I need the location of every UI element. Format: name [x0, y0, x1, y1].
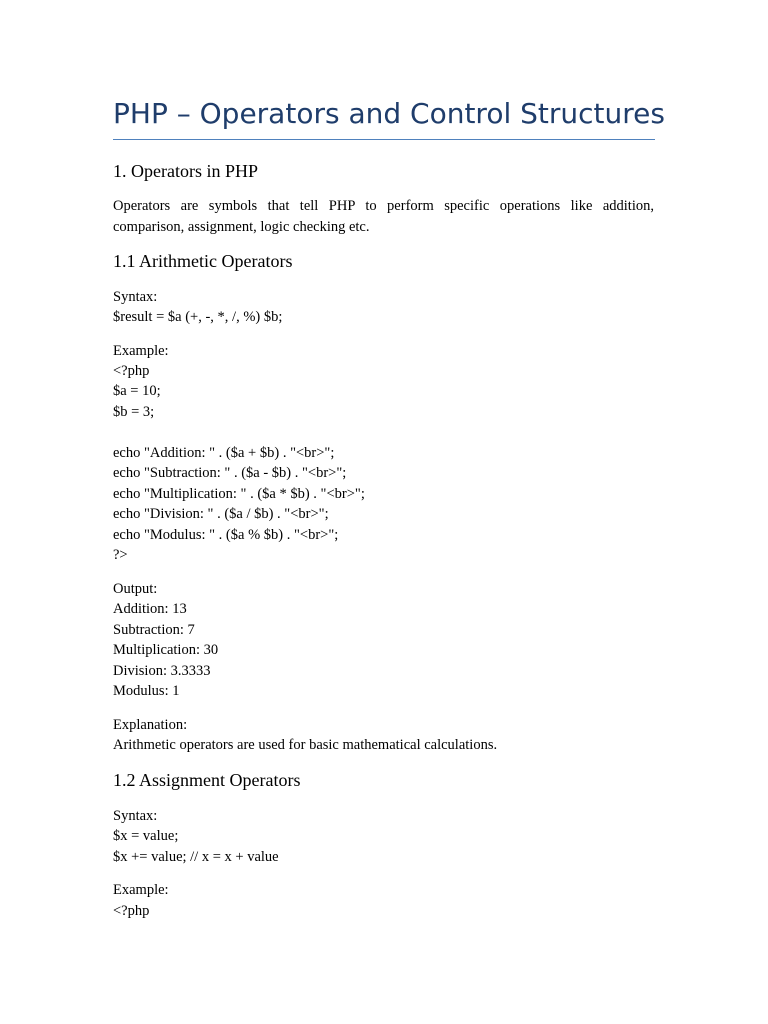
- assignment-example-label: Example:: [113, 882, 169, 898]
- output-line: Division: 3.3333: [113, 663, 211, 679]
- code-line: $a = 10;: [113, 383, 161, 399]
- section-heading-arithmetic: 1.1 Arithmetic Operators: [113, 251, 293, 271]
- output-line: Subtraction: 7: [113, 622, 195, 638]
- code-line: <?php: [113, 903, 150, 919]
- code-line: <?php: [113, 363, 150, 379]
- title-underline: [113, 139, 655, 140]
- code-line: ?>: [113, 547, 128, 563]
- syntax-line: $x = value;: [113, 828, 179, 844]
- output-line: Multiplication: 30: [113, 642, 219, 658]
- code-line: echo "Addition: " . ($a + $b) . "<br>";: [113, 445, 335, 461]
- assignment-syntax-label: Syntax:: [113, 808, 158, 824]
- arithmetic-example-label: Example:: [113, 343, 169, 359]
- arithmetic-explanation-label: Explanation:: [113, 717, 188, 733]
- arithmetic-output-label: Output:: [113, 581, 158, 597]
- operators-intro-line-1: Operators are symbols that tell PHP to perform specific operations like addition,: [113, 198, 654, 214]
- arithmetic-explanation-text: Arithmetic operators are used for basic mathematical calculations.: [113, 737, 498, 753]
- page-title: PHP – Operators and Control Structures: [113, 97, 665, 130]
- code-line: $b = 3;: [113, 404, 155, 420]
- arithmetic-syntax-code: $result = $a (+, -, *, /, %) $b;: [113, 309, 283, 325]
- code-line: echo "Subtraction: " . ($a - $b) . "<br>";: [113, 465, 347, 481]
- section-heading-operators: 1. Operators in PHP: [113, 161, 258, 181]
- section-heading-assignment: 1.2 Assignment Operators: [113, 770, 301, 790]
- code-line: echo "Modulus: " . ($a % $b) . "<br>";: [113, 527, 339, 543]
- syntax-line: $x += value; // x = x + value: [113, 849, 279, 865]
- output-line: Addition: 13: [113, 601, 187, 617]
- output-line: Modulus: 1: [113, 683, 180, 699]
- code-line: echo "Division: " . ($a / $b) . "<br>";: [113, 506, 329, 522]
- operators-intro-paragraph: [113, 196, 654, 237]
- operators-intro-line-2: comparison, assignment, logic checking etc.: [113, 218, 370, 235]
- code-line: echo "Multiplication: " . ($a * $b) . "<br>";: [113, 486, 365, 502]
- arithmetic-syntax-label: Syntax:: [113, 289, 158, 305]
